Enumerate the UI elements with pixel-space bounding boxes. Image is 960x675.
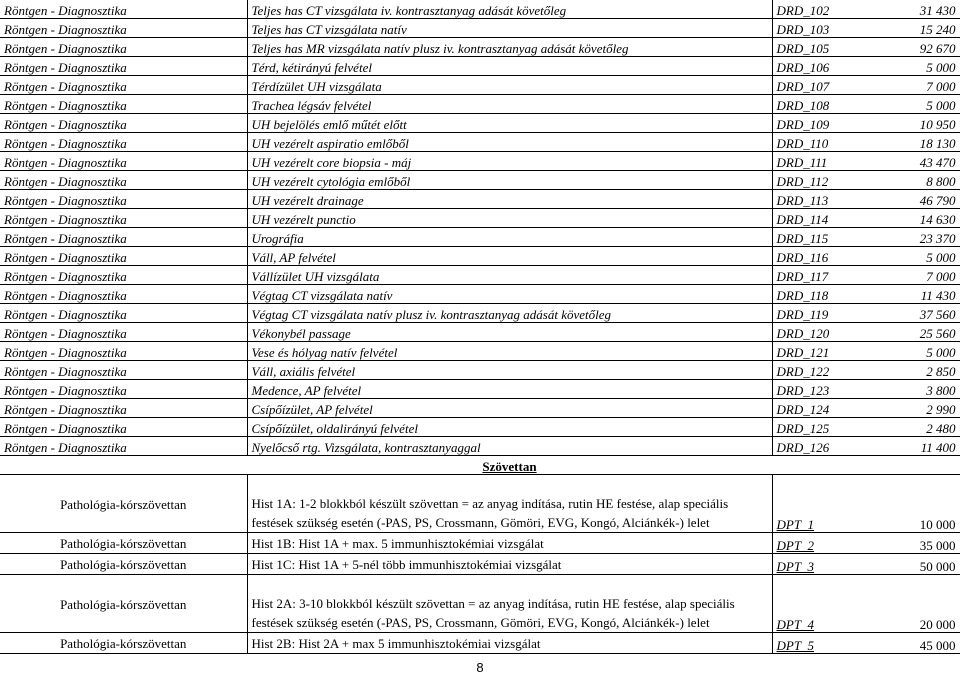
procedure-name-cell: Vékonybél passage xyxy=(247,323,772,342)
category-cell: Röntgen - Diagnosztika xyxy=(0,0,247,19)
procedure-name-cell: Hist 2A: 3-10 blokkból készült szövettan = az anyag indítása, rutin HE festése, alap speciális festések szükség esetén (-PAS, PS, Crossmann, Gömöri, EVG, Kongó, Alciánkék-) lelet xyxy=(247,575,772,633)
price-cell: 14 630 xyxy=(862,209,960,228)
price-cell: 10 000 xyxy=(862,475,960,533)
procedure-name-cell: Hist 1C: Hist 1A + 5-nél több immunhisztokémiai vizsgálat xyxy=(247,554,772,575)
category-cell: Röntgen - Diagnosztika xyxy=(0,38,247,57)
code-cell: DRD_115 xyxy=(772,228,862,247)
category-cell: Röntgen - Diagnosztika xyxy=(0,361,247,380)
category-cell: Röntgen - Diagnosztika xyxy=(0,418,247,437)
category-cell: Röntgen - Diagnosztika xyxy=(0,247,247,266)
table-row xyxy=(0,475,960,533)
price-cell: 10 950 xyxy=(862,114,960,133)
code-cell: DRD_117 xyxy=(772,266,862,285)
procedure-name-cell: Hist 1B: Hist 1A + max. 5 immunhisztokémiai vizsgálat xyxy=(247,533,772,554)
code-cell: DRD_108 xyxy=(772,95,862,114)
price-cell: 15 240 xyxy=(862,19,960,38)
price-cell: 5 000 xyxy=(862,57,960,76)
table-row xyxy=(0,285,960,304)
price-cell: 45 000 xyxy=(862,633,960,654)
procedure-name-cell: Térd, kétirányú felvétel xyxy=(247,57,772,76)
code-cell: DRD_112 xyxy=(772,171,862,190)
procedure-name-cell: Vese és hólyag natív felvétel xyxy=(247,342,772,361)
price-cell: 31 430 xyxy=(862,0,960,19)
table-row xyxy=(0,323,960,342)
category-cell: Röntgen - Diagnosztika xyxy=(0,209,247,228)
code-cell: DRD_111 xyxy=(772,152,862,171)
code-cell: DRD_113 xyxy=(772,190,862,209)
procedure-name-cell: Térdízület UH vizsgálata xyxy=(247,76,772,95)
table-row xyxy=(0,533,960,554)
code-cell: DRD_102 xyxy=(772,0,862,19)
procedure-name-cell: Végtag CT vizsgálata natív plusz iv. kontrasztanyag adását követőleg xyxy=(247,304,772,323)
price-cell: 2 850 xyxy=(862,361,960,380)
price-cell: 3 800 xyxy=(862,380,960,399)
procedure-name-cell: Trachea légsáv felvétel xyxy=(247,95,772,114)
procedure-name-cell: Váll, AP felvétel xyxy=(247,247,772,266)
procedure-name-cell: Csípőízület, oldalirányú felvétel xyxy=(247,418,772,437)
code-cell: DRD_105 xyxy=(772,38,862,57)
category-cell: Pathológia-kórszövettan xyxy=(0,533,247,554)
procedure-name-cell: UH vezérelt punctio xyxy=(247,209,772,228)
price-cell: 92 670 xyxy=(862,38,960,57)
price-cell: 18 130 xyxy=(862,133,960,152)
price-cell: 2 990 xyxy=(862,399,960,418)
price-cell: 20 000 xyxy=(862,575,960,633)
table-row xyxy=(0,575,960,633)
category-cell: Pathológia-kórszövettan xyxy=(0,575,247,633)
price-cell: 43 470 xyxy=(862,152,960,171)
table-row xyxy=(0,361,960,380)
table-row xyxy=(0,57,960,76)
category-cell: Röntgen - Diagnosztika xyxy=(0,57,247,76)
category-cell: Röntgen - Diagnosztika xyxy=(0,171,247,190)
category-cell: Röntgen - Diagnosztika xyxy=(0,323,247,342)
code-cell: DPT_4 xyxy=(772,575,862,633)
category-cell: Röntgen - Diagnosztika xyxy=(0,342,247,361)
procedure-name-cell: Hist 1A: 1-2 blokkból készült szövettan = az anyag indítása, rutin HE festése, alap speciális festések szükség esetén (-PAS, PS, Crossmann, Gömöri, EVG, Kongó, Alciánkék-) lelet xyxy=(247,475,772,533)
price-cell: 7 000 xyxy=(862,266,960,285)
price-cell: 8 800 xyxy=(862,171,960,190)
category-cell: Pathológia-kórszövettan xyxy=(0,554,247,575)
section-header-spacer xyxy=(772,456,862,475)
category-cell: Röntgen - Diagnosztika xyxy=(0,19,247,38)
code-cell: DPT_5 xyxy=(772,633,862,654)
category-cell: Röntgen - Diagnosztika xyxy=(0,285,247,304)
code-cell: DRD_122 xyxy=(772,361,862,380)
code-cell: DRD_121 xyxy=(772,342,862,361)
table-row xyxy=(0,114,960,133)
table-row xyxy=(0,171,960,190)
section-header-spacer xyxy=(0,456,247,475)
code-cell: DPT_2 xyxy=(772,533,862,554)
category-cell: Röntgen - Diagnosztika xyxy=(0,380,247,399)
price-cell: 37 560 xyxy=(862,304,960,323)
procedure-name-cell: Vállízület UH vizsgálata xyxy=(247,266,772,285)
code-cell: DRD_126 xyxy=(772,437,862,456)
table-row xyxy=(0,633,960,654)
procedure-name-cell: Nyelőcső rtg. Vizsgálata, kontrasztanyaggal xyxy=(247,437,772,456)
procedure-name-cell: UH bejelölés emlő műtét előtt xyxy=(247,114,772,133)
price-cell: 35 000 xyxy=(862,533,960,554)
procedure-name-cell: Medence, AP felvétel xyxy=(247,380,772,399)
code-cell: DRD_118 xyxy=(772,285,862,304)
table-row xyxy=(0,76,960,95)
procedure-name-cell: UH vezérelt cytológia emlőből xyxy=(247,171,772,190)
code-cell: DRD_124 xyxy=(772,399,862,418)
code-cell: DRD_103 xyxy=(772,19,862,38)
procedure-name-cell: Csípőízület, AP felvétel xyxy=(247,399,772,418)
code-cell: DRD_109 xyxy=(772,114,862,133)
table-row xyxy=(0,19,960,38)
category-cell: Röntgen - Diagnosztika xyxy=(0,114,247,133)
price-cell: 23 370 xyxy=(862,228,960,247)
table-row xyxy=(0,209,960,228)
category-cell: Pathológia-kórszövettan xyxy=(0,475,247,533)
code-cell: DRD_119 xyxy=(772,304,862,323)
table-row xyxy=(0,554,960,575)
table-row xyxy=(0,38,960,57)
table-row xyxy=(0,247,960,266)
procedure-name-cell: UH vezérelt aspiratio emlőből xyxy=(247,133,772,152)
category-cell: Röntgen - Diagnosztika xyxy=(0,190,247,209)
table-row xyxy=(0,133,960,152)
price-cell: 5 000 xyxy=(862,95,960,114)
table-row xyxy=(0,228,960,247)
procedure-name-cell: Teljes has CT vizsgálata iv. kontrasztanyag adását követőleg xyxy=(247,0,772,19)
table-row xyxy=(0,418,960,437)
category-cell: Röntgen - Diagnosztika xyxy=(0,266,247,285)
code-cell: DRD_116 xyxy=(772,247,862,266)
section-header-row xyxy=(0,456,960,475)
price-cell: 46 790 xyxy=(862,190,960,209)
code-cell: DRD_123 xyxy=(772,380,862,399)
procedure-name-cell: UH vezérelt core biopsia - máj xyxy=(247,152,772,171)
section-title: Szövettan xyxy=(247,456,772,475)
category-cell: Röntgen - Diagnosztika xyxy=(0,76,247,95)
table-row xyxy=(0,380,960,399)
section-header-spacer xyxy=(862,456,960,475)
category-cell: Röntgen - Diagnosztika xyxy=(0,437,247,456)
code-cell: DRD_107 xyxy=(772,76,862,95)
price-cell: 5 000 xyxy=(862,247,960,266)
code-cell: DRD_110 xyxy=(772,133,862,152)
price-cell: 50 000 xyxy=(862,554,960,575)
price-cell: 7 000 xyxy=(862,76,960,95)
code-cell: DRD_106 xyxy=(772,57,862,76)
category-cell: Röntgen - Diagnosztika xyxy=(0,152,247,171)
procedure-name-cell: Hist 2B: Hist 2A + max 5 immunhisztokémiai vizsgálat xyxy=(247,633,772,654)
price-cell: 11 400 xyxy=(862,437,960,456)
price-cell: 5 000 xyxy=(862,342,960,361)
table-row xyxy=(0,342,960,361)
page-number: 8 xyxy=(476,660,484,675)
category-cell: Röntgen - Diagnosztika xyxy=(0,133,247,152)
category-cell: Röntgen - Diagnosztika xyxy=(0,399,247,418)
procedure-name-cell: Végtag CT vizsgálata natív xyxy=(247,285,772,304)
price-cell: 25 560 xyxy=(862,323,960,342)
table-row xyxy=(0,266,960,285)
code-cell: DPT_1 xyxy=(772,475,862,533)
table-row xyxy=(0,190,960,209)
table-row xyxy=(0,437,960,456)
table-row xyxy=(0,399,960,418)
category-cell: Röntgen - Diagnosztika xyxy=(0,304,247,323)
procedure-name-cell: Teljes has CT vizsgálata natív xyxy=(247,19,772,38)
table-row xyxy=(0,152,960,171)
procedure-name-cell: Váll, axiális felvétel xyxy=(247,361,772,380)
procedure-name-cell: Urográfia xyxy=(247,228,772,247)
table-row xyxy=(0,95,960,114)
table-row xyxy=(0,304,960,323)
price-cell: 2 480 xyxy=(862,418,960,437)
code-cell: DRD_125 xyxy=(772,418,862,437)
procedure-name-cell: Teljes has MR vizsgálata natív plusz iv. kontrasztanyag adását követőleg xyxy=(247,38,772,57)
procedure-name-cell: UH vezérelt drainage xyxy=(247,190,772,209)
category-cell: Röntgen - Diagnosztika xyxy=(0,95,247,114)
code-cell: DPT_3 xyxy=(772,554,862,575)
price-cell: 11 430 xyxy=(862,285,960,304)
category-cell: Pathológia-kórszövettan xyxy=(0,633,247,654)
code-cell: DRD_120 xyxy=(772,323,862,342)
category-cell: Röntgen - Diagnosztika xyxy=(0,228,247,247)
code-cell: DRD_114 xyxy=(772,209,862,228)
table-row xyxy=(0,0,960,19)
